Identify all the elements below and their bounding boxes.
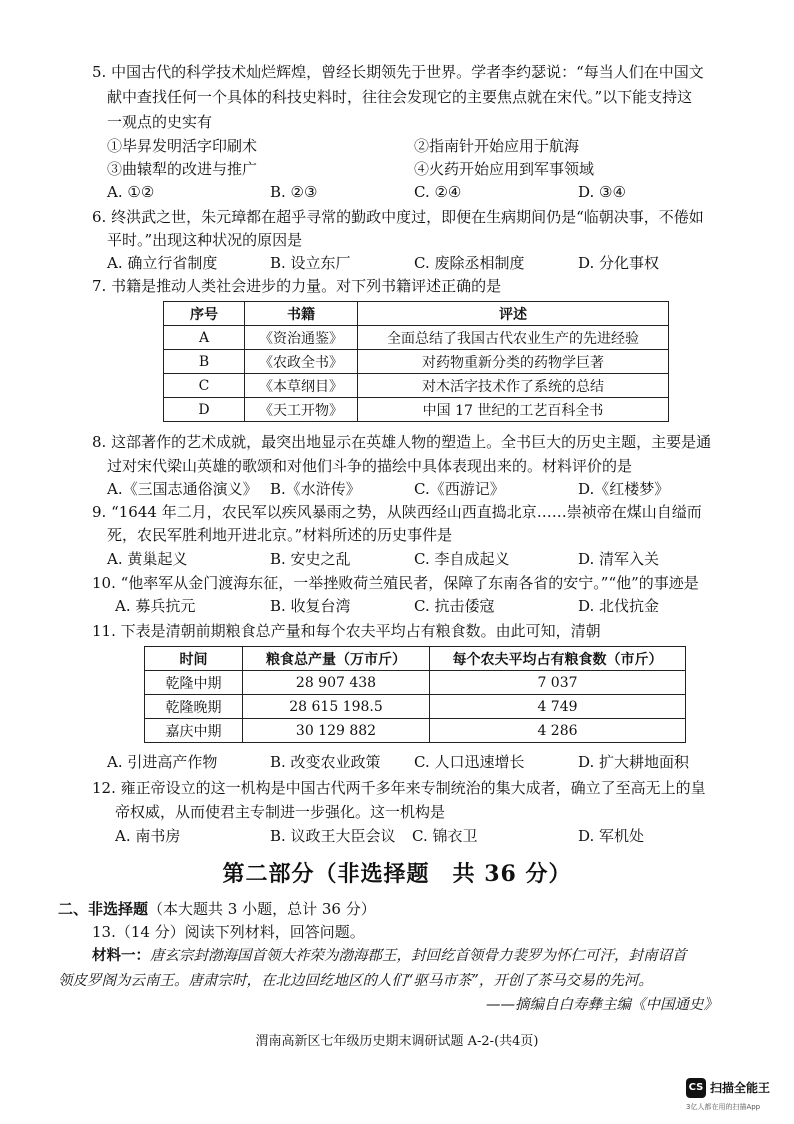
table-cell: D: [164, 398, 245, 422]
q9-line2: 死，农民军胜利地开进北京。”材料所述的历史事件是: [107, 526, 453, 544]
q6-line1: 6. 终洪武之世，朱元璋都在超乎寻常的勤政中度过，即便在生病期间仍是“临朝决事，不倦如: [92, 208, 704, 226]
table-cell: 30 129 882: [243, 719, 430, 743]
q10-option-b: B. 收复台湾: [270, 597, 351, 615]
q8-line2: 过对宋代梁山英雄的歌颂和对他们斗争的描绘中具体表现出来的。材料评价的是: [107, 457, 633, 475]
q5-option-b: B. ②③: [270, 183, 318, 201]
q5-item4: ④火药开始应用到军事领域: [414, 160, 595, 178]
q8-option-c: C.《西游记》: [414, 480, 505, 498]
q5-line1: 5. 中国古代的科学技术灿烂辉煌，曾经长期领先于世界。学者李约瑟说：“每当人们在中国文: [92, 63, 704, 81]
q5-option-c: C. ②④: [414, 183, 462, 201]
table-header: 序号: [164, 302, 245, 326]
table-cell: 28 907 438: [243, 671, 430, 695]
table-row: [145, 719, 686, 743]
q5-option-a: A. ①②: [107, 183, 155, 201]
table-cell: 《农政全书》: [245, 350, 358, 374]
table-row: [164, 326, 669, 350]
table-header: 评述: [358, 302, 669, 326]
material1-source: ——摘编自白寿彝主编《中国通史》: [486, 997, 718, 1013]
table-row: [164, 350, 669, 374]
q6-option-d: D. 分化事权: [578, 254, 660, 272]
camscanner-name: 扫描全能王: [710, 1081, 771, 1095]
table-cell: 7 037: [430, 671, 686, 695]
table-cell: 《天工开物》: [245, 398, 358, 422]
table-cell: 4 749: [430, 695, 686, 719]
page-footer: 渭南高新区七年级历史期末调研试题 A-2-(共4页): [255, 1034, 539, 1049]
q12-line1: 12. 雍正帝设立的这一机构是中国古代两千多年来专制统治的集大成者，确立了至高无上的皇: [92, 779, 706, 797]
table-header: 时间: [145, 647, 243, 671]
q13-line: 13.（14 分）阅读下列材料，回答问题。: [92, 923, 365, 941]
q5-item1: ①毕昇发明活字印刷术: [107, 137, 258, 155]
table-header-row: [145, 647, 686, 671]
q9-option-d: D. 清军入关: [578, 550, 660, 568]
q7-table: [163, 301, 669, 422]
q12-option-d: D. 军机处: [578, 827, 645, 845]
q10-option-d: D. 北伐抗金: [578, 597, 660, 615]
q8-option-b: B.《水浒传》: [270, 480, 361, 498]
q11-table: [144, 646, 686, 743]
table-header-row: [164, 302, 669, 326]
q9-option-b: B. 安史之乱: [270, 550, 351, 568]
q11-option-c: C. 人口迅速增长: [414, 753, 525, 771]
table-row: [145, 695, 686, 719]
table-cell: 全面总结了我国古代农业生产的先进经验: [358, 326, 669, 350]
q7-line1: 7. 书籍是推动人类社会进步的力量。对下列书籍评述正确的是: [92, 277, 502, 295]
material1-text1: 唐玄宗封渤海国首领大祚荣为渤海郡王，封回纥首领骨力裴罗为怀仁可汗，封南诏首: [150, 948, 687, 964]
q5-line3: 一观点的史实有: [107, 113, 213, 131]
q11-option-d: D. 扩大耕地面积: [578, 753, 690, 771]
q5-line2: 献中查找任何一个具体的科技史料时，往往会发现它的主要焦点就在宋代。”以下能支持这: [107, 88, 693, 106]
q9-option-a: A. 黄巢起义: [107, 550, 188, 568]
table-cell: 乾隆晚期: [145, 695, 243, 719]
q11-option-a: A. 引进高产作物: [107, 753, 218, 771]
q10-option-a: A. 募兵抗元: [115, 597, 196, 615]
q6-option-a: A. 确立行省制度: [107, 254, 218, 272]
table-cell: 4 286: [430, 719, 686, 743]
q8-option-d: D.《红楼梦》: [578, 480, 670, 498]
table-cell: 对药物重新分类的药物学巨著: [358, 350, 669, 374]
camscanner-tagline: 3亿人都在用的扫描App: [686, 1103, 761, 1111]
table-header: 粮食总产量（万市斤）: [243, 647, 430, 671]
q10-line1: 10. “他率军从金门渡海东征，一举挫败荷兰殖民者，保障了东南各省的安宁。”“他”的事迹是: [92, 574, 699, 592]
q12-option-a: A. 南书房: [115, 827, 181, 845]
q5-option-d: D. ③④: [578, 183, 626, 201]
q6-option-b: B. 设立东厂: [270, 254, 351, 272]
table-cell: 乾隆中期: [145, 671, 243, 695]
material1-label: 材料一：: [92, 947, 150, 964]
q12-option-b: B. 议政王大臣会议: [270, 827, 396, 845]
q8-line1: 8. 这部著作的艺术成就，最突出地显示在英雄人物的塑造上。全书巨大的历史主题，主要是通: [92, 433, 712, 451]
q5-item3: ③曲辕犁的改进与推广: [107, 160, 258, 178]
part2-heading-rest: （本大题共 3 小题，总计 36 分）: [148, 900, 376, 918]
table-cell: 中国 17 世纪的工艺百科全书: [358, 398, 669, 422]
table-header: 书籍: [245, 302, 358, 326]
q10-option-c: C. 抗击倭寇: [414, 597, 495, 615]
table-cell: 《资治通鉴》: [245, 326, 358, 350]
camscanner-logo-icon: CS: [686, 1078, 706, 1098]
material1-line2: 领皮罗阁为云南王。唐肃宗时，在北边回纥地区的人们“驱马市茶”，开创了茶马交易的先河。: [58, 973, 653, 989]
q9-line1: 9. “1644 年二月，农民军以疾风暴雨之势，从陕西经山西直捣北京……崇祯帝在煤山自缢而: [92, 503, 702, 521]
q9-option-c: C. 李自成起义: [414, 550, 510, 568]
q5-item2: ②指南针开始应用于航海: [414, 137, 580, 155]
part2-heading-bold: 二、非选择题: [58, 900, 149, 918]
q8-option-a: A.《三国志通俗演义》: [107, 480, 258, 498]
table-row: [164, 374, 669, 398]
table-cell: 28 615 198.5: [243, 695, 430, 719]
table-row: [164, 398, 669, 422]
material1-line1: [92, 945, 687, 967]
part2-heading: [58, 898, 376, 920]
part2-title: 第二部分（非选择题 共 36 分）: [222, 861, 572, 887]
table-cell: 嘉庆中期: [145, 719, 243, 743]
table-cell: B: [164, 350, 245, 374]
table-cell: C: [164, 374, 245, 398]
q6-line2: 平时。”出现这种状况的原因是: [107, 231, 303, 249]
table-cell: 对木活字技术作了系统的总结: [358, 374, 669, 398]
table-cell: 《本草纲目》: [245, 374, 358, 398]
q12-line2: 帝权威，从而使君主专制进一步强化。这一机构是: [115, 803, 446, 821]
table-row: [145, 671, 686, 695]
q11-option-b: B. 改变农业政策: [270, 753, 381, 771]
table-header: 每个农夫平均占有粮食数（市斤）: [430, 647, 686, 671]
table-cell: A: [164, 326, 245, 350]
q6-option-c: C. 废除丞相制度: [414, 254, 525, 272]
q11-line1: 11. 下表是清朝前期粮食总产量和每个农夫平均占有粮食数。由此可知，清朝: [92, 622, 601, 640]
q12-option-c: C. 锦衣卫: [412, 827, 478, 845]
